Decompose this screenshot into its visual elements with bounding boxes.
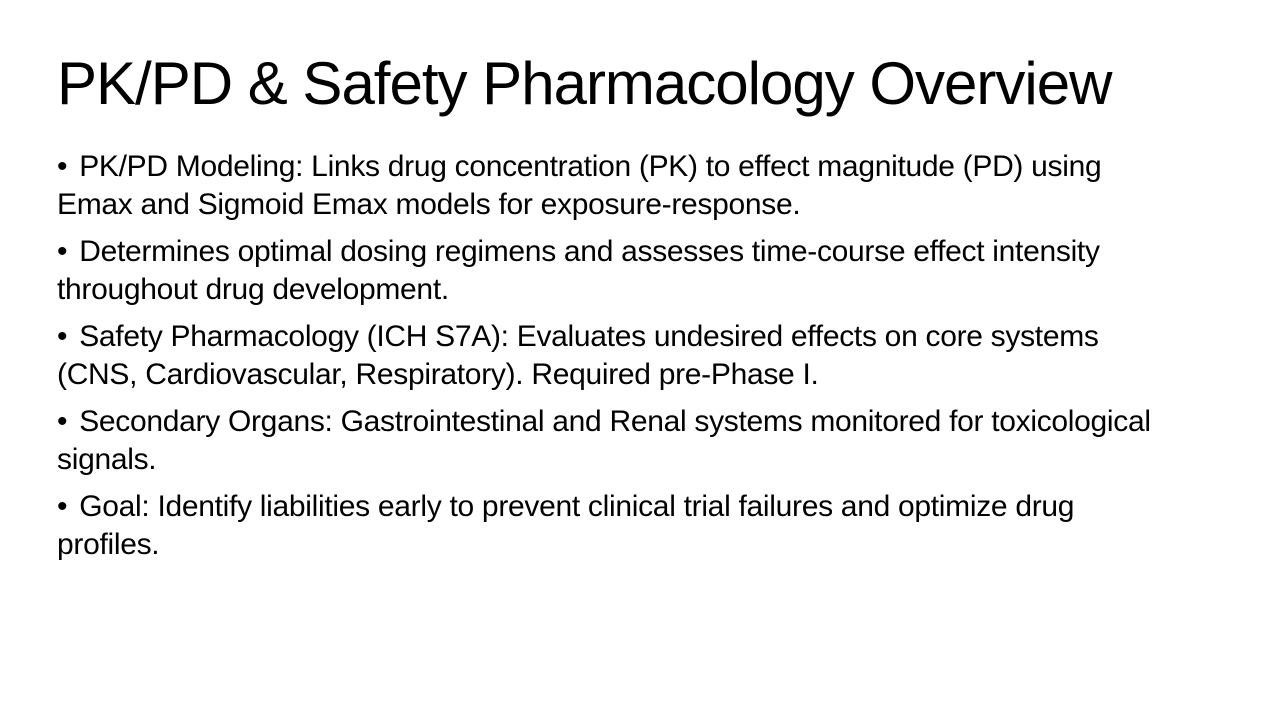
bullet-item [57,403,1182,479]
bullet-item [57,148,1182,224]
bullet-item [57,488,1182,564]
slide-body [57,148,1182,564]
bullet-item [57,233,1182,309]
bullet-marker: • [57,405,68,438]
bullet-text: Goal: Identify liabilities early to prevent clinical trial failures and optimize drug profiles. [57,490,1075,561]
bullet-marker: • [57,235,68,268]
bullet-marker: • [57,150,68,183]
bullet-text: Secondary Organs: Gastrointestinal and Renal systems monitored for toxicological signals. [57,405,1151,476]
bullet-item [57,318,1182,394]
bullet-marker: • [57,320,68,353]
bullet-text: Safety Pharmacology (ICH S7A): Evaluates undesired effects on core systems (CNS, Cardiovascular, Respiratory). Required pre-Phase I. [57,320,1099,391]
bullet-text: PK/PD Modeling: Links drug concentration (PK) to effect magnitude (PD) using Emax and Sigmoid Emax models for exposure-response. [57,150,1102,221]
bullet-text: Determines optimal dosing regimens and assesses time-course effect intensity throughout drug development. [57,235,1100,306]
slide-title: PK/PD & Safety Pharmacology Overview [57,50,1112,117]
bullet-marker: • [57,490,68,523]
